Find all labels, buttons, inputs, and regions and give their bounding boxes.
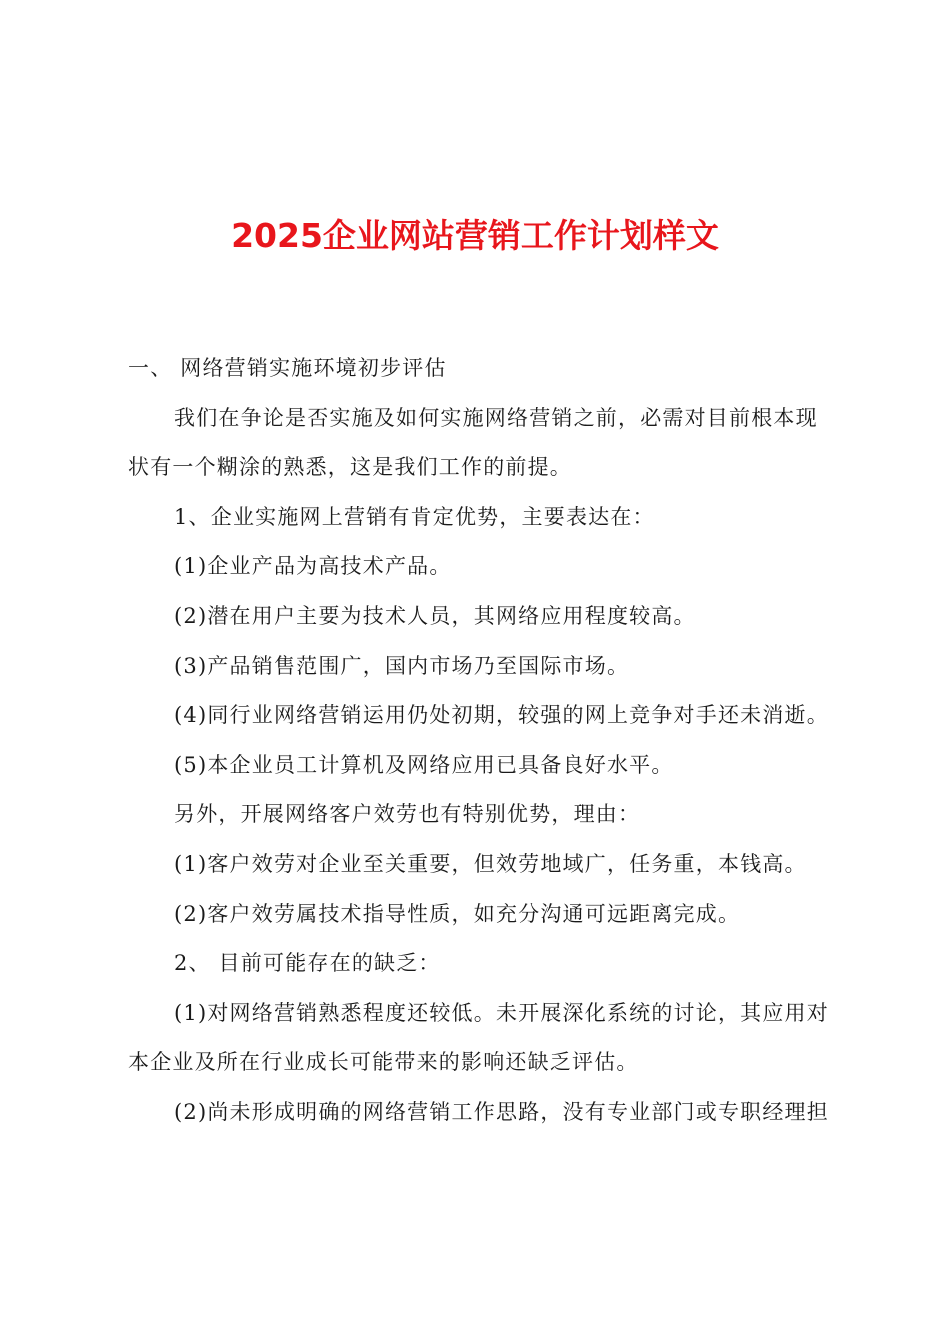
document-title: 2025企业网站营销工作计划样文 [231, 216, 719, 255]
paragraph: 我们在争论是否实施及如何实施网络营销之前，必需对目前根本现状有一个糊涂的熟悉，这是我们工作的前提。 [128, 405, 818, 480]
section-heading-1: 一、 网络营销实施环境初步评估 [128, 356, 447, 380]
list-item: (3)产品销售范围广，国内市场乃至国际市场。 [174, 653, 630, 678]
paragraph: 1、企业实施网上营销有肯定优势，主要表达在： [174, 504, 655, 529]
list-item: (5)本企业员工计算机及网络应用已具备良好水平。 [174, 752, 674, 777]
list-item: (2)客户效劳属技术指导性质，如充分沟通可远距离完成。 [174, 901, 741, 926]
document-body [128, 344, 832, 1138]
paragraph: 另外，开展网络客户效劳也有特别优势，理由： [174, 802, 641, 827]
list-item: (2)潜在用户主要为技术人员，其网络应用程度较高。 [174, 603, 696, 628]
list-item: (1)企业产品为高技术产品。 [174, 554, 452, 579]
list-item: (2)尚未形成明确的网络营销工作思路，没有专业部门或专职经理担 [174, 1099, 829, 1124]
paragraph: 2、 目前可能存在的缺乏： [174, 951, 441, 976]
list-item: (1)客户效劳对企业至关重要，但效劳地域广，任务重，本钱高。 [174, 851, 807, 876]
list-item: (1)对网络营销熟悉程度还较低。未开展深化系统的讨论，其应用对本企业及所在行业成长可能带来的影响还缺乏评估。 [128, 1000, 829, 1075]
list-item: (4)同行业网络营销运用仍处初期，较强的网上竞争对手还未消逝。 [174, 703, 829, 728]
